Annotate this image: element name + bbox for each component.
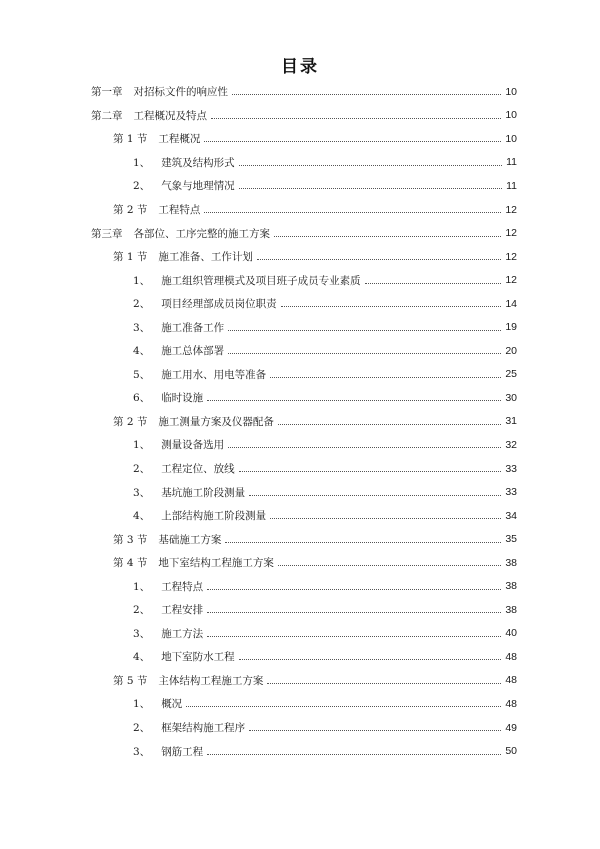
toc-entry-label: 气象与地理情况 (161, 180, 235, 193)
toc-entry[interactable] (0, 363, 600, 387)
toc-entry-label: 工程概况 (158, 133, 201, 146)
toc-entry-number: 2、 (133, 604, 151, 617)
toc-entry-page-number: 49 (505, 721, 517, 734)
dot-leader (207, 636, 501, 637)
toc-entry[interactable] (0, 339, 600, 363)
toc-entry-page-number: 12 (505, 203, 517, 216)
toc-entry-page-number: 20 (505, 344, 517, 357)
toc-entry[interactable] (0, 410, 600, 434)
toc-entry-page-number: 10 (505, 109, 517, 122)
dot-leader (365, 283, 502, 284)
toc-entry-label: 工程概况及特点 (133, 109, 207, 122)
toc-entry-number: 第 4 节 (113, 557, 148, 570)
dot-leader (204, 212, 501, 213)
toc-entry-page-number: 10 (505, 85, 517, 98)
toc-entry[interactable] (0, 504, 600, 528)
toc-entry-page-number: 14 (505, 297, 517, 310)
toc-entry-label: 工程特点 (161, 580, 204, 593)
toc-entry[interactable] (0, 457, 600, 481)
toc-entry-page-number: 40 (505, 627, 517, 640)
dot-leader (270, 518, 501, 519)
toc-entry-label: 地下室防水工程 (161, 651, 235, 664)
toc-entry[interactable] (0, 598, 600, 622)
dot-leader (228, 447, 501, 448)
toc-entry-label: 施工用水、用电等准备 (161, 368, 267, 381)
toc-entry-number: 3、 (133, 321, 151, 334)
toc-entry[interactable] (0, 104, 600, 128)
toc-entry[interactable] (0, 645, 600, 669)
toc-entry-number: 4、 (133, 510, 151, 523)
toc-entry-number: 第二章 (91, 109, 123, 122)
toc-entry-label: 基础施工方案 (158, 533, 222, 546)
toc-entry-page-number: 33 (505, 486, 517, 499)
toc-entry-number: 2、 (133, 180, 151, 193)
toc-entry[interactable] (0, 198, 600, 222)
dot-leader (207, 400, 501, 401)
dot-leader (225, 542, 501, 543)
toc-entry-label: 工程特点 (158, 204, 201, 216)
toc-entry[interactable] (0, 245, 600, 269)
dot-leader (257, 259, 501, 260)
toc-entry-label: 主体结构工程施工方案 (158, 674, 264, 687)
toc-entry-number: 2、 (133, 463, 151, 476)
dot-leader (249, 495, 501, 496)
toc-entry-page-number: 10 (505, 132, 517, 145)
toc-entry-label: 项目经理部成员岗位职责 (161, 298, 277, 311)
toc-entry-number: 1、 (133, 156, 151, 169)
toc-entry-number: 1、 (133, 698, 151, 711)
dot-leader (267, 683, 501, 684)
dot-leader (211, 118, 501, 119)
toc-entry-page-number: 50 (505, 745, 517, 758)
dot-leader (239, 471, 502, 472)
dot-leader (228, 330, 501, 331)
toc-entry-number: 第 2 节 (113, 415, 148, 428)
toc-entry-number: 4、 (133, 651, 151, 664)
toc-entry[interactable] (0, 527, 600, 551)
toc-entry-page-number: 38 (505, 603, 517, 616)
toc-entry-number: 第一章 (91, 86, 123, 99)
toc-entry[interactable] (0, 739, 600, 763)
toc-entry-page-number: 31 (505, 415, 517, 428)
toc-entry-page-number: 11 (506, 179, 517, 192)
toc-entry-number: 3、 (133, 745, 151, 758)
toc-entry-number: 3、 (133, 486, 151, 499)
toc-entry-label: 概况 (161, 698, 183, 711)
toc-entry[interactable] (0, 716, 600, 740)
toc-entry-label: 各部位、工序完整的施工方案 (133, 227, 270, 240)
page-title: 目录 (281, 57, 319, 77)
toc-entry-page-number: 30 (505, 391, 517, 404)
dot-leader (249, 730, 501, 731)
toc-entry-page-number: 32 (505, 438, 517, 451)
toc-entry-label: 测量设备选用 (161, 439, 225, 452)
toc-entry[interactable] (0, 151, 600, 175)
toc-entry-page-number: 12 (505, 227, 517, 240)
toc-entry-number: 1、 (133, 439, 151, 452)
toc-entry-number: 第 1 节 (113, 251, 148, 264)
toc-entry-page-number: 48 (505, 674, 517, 687)
toc-entry-number: 第 1 节 (113, 133, 148, 146)
toc-entry-number: 第 3 节 (113, 533, 148, 546)
toc-entry-page-number: 35 (505, 533, 517, 546)
toc-entry-number: 2、 (133, 722, 151, 735)
toc-entry-label: 地下室结构工程施工方案 (158, 557, 274, 570)
toc-entry[interactable] (0, 622, 600, 646)
toc-entry[interactable] (0, 669, 600, 693)
dot-leader (239, 165, 502, 166)
toc-entry-label: 基坑施工阶段测量 (161, 486, 246, 499)
toc-entry-page-number: 34 (505, 509, 517, 522)
toc-entry[interactable] (0, 692, 600, 716)
toc-entry-number: 2、 (133, 298, 151, 311)
toc-entry-page-number: 12 (505, 274, 517, 287)
toc-entry-number: 1、 (133, 274, 151, 287)
toc-entry-label: 施工方法 (161, 627, 204, 640)
toc-entry[interactable] (0, 127, 600, 151)
toc-entry-label: 施工测量方案及仪器配备 (158, 415, 274, 428)
dot-leader (204, 141, 501, 142)
toc-entry-label: 施工总体部署 (161, 345, 225, 358)
toc-entry-number: 6、 (133, 392, 151, 405)
toc-entry-number: 1、 (133, 580, 151, 593)
toc-entry-page-number: 11 (506, 156, 517, 169)
toc-entry-page-number: 48 (505, 697, 517, 710)
toc-entry-label: 临时设施 (161, 392, 204, 405)
toc-entry[interactable] (0, 480, 600, 504)
dot-leader (281, 306, 502, 307)
dot-leader (239, 659, 502, 660)
toc-entry-label: 框架结构施工程序 (161, 722, 246, 735)
toc-entry[interactable] (0, 292, 600, 316)
toc-entry-number: 4、 (133, 345, 151, 358)
toc-entry-page-number: 38 (505, 556, 517, 569)
toc-entry-label: 钢筋工程 (161, 745, 204, 758)
toc-entry[interactable] (0, 80, 600, 104)
toc-entry-label: 上部结构施工阶段测量 (161, 510, 267, 523)
toc-entry[interactable] (0, 433, 600, 457)
toc-entry[interactable] (0, 174, 600, 198)
toc-entry-label: 施工组织管理模式及项目班子成员专业素质 (161, 274, 361, 287)
dot-leader (207, 612, 501, 613)
toc-entry-page-number: 25 (505, 368, 517, 381)
toc-entry-label: 工程安排 (161, 604, 204, 617)
dot-leader (232, 94, 501, 95)
dot-leader (207, 754, 501, 755)
toc-entry-number: 5、 (133, 368, 151, 381)
dot-leader (274, 236, 501, 237)
table-of-contents (0, 80, 600, 763)
toc-entry[interactable] (0, 574, 600, 598)
toc-entry-page-number: 48 (505, 650, 517, 663)
toc-entry-number: 3、 (133, 627, 151, 640)
dot-leader (278, 424, 501, 425)
toc-entry-number: 第三章 (91, 227, 123, 240)
toc-entry[interactable] (0, 315, 600, 339)
toc-entry-number: 第 2 节 (113, 204, 148, 216)
toc-entry-label: 对招标文件的响应性 (133, 86, 228, 99)
toc-entry-label: 建筑及结构形式 (161, 156, 235, 169)
toc-entry[interactable] (0, 221, 600, 245)
toc-entry-label: 施工准备、工作计划 (158, 251, 253, 264)
dot-leader (207, 589, 501, 590)
dot-leader (270, 377, 501, 378)
dot-leader (239, 188, 502, 189)
dot-leader (278, 565, 501, 566)
dot-leader (186, 706, 501, 707)
toc-entry-page-number: 19 (505, 321, 517, 334)
toc-entry-number: 第 5 节 (113, 674, 148, 687)
toc-entry[interactable] (0, 386, 600, 410)
toc-entry-page-number: 12 (505, 250, 517, 263)
toc-entry[interactable] (0, 268, 600, 292)
toc-entry-page-number: 38 (505, 580, 517, 593)
toc-entry-label: 施工准备工作 (161, 321, 225, 334)
toc-entry-page-number: 33 (505, 462, 517, 475)
dot-leader (228, 353, 501, 354)
toc-entry-label: 工程定位、放线 (161, 463, 235, 476)
toc-entry[interactable] (0, 551, 600, 575)
